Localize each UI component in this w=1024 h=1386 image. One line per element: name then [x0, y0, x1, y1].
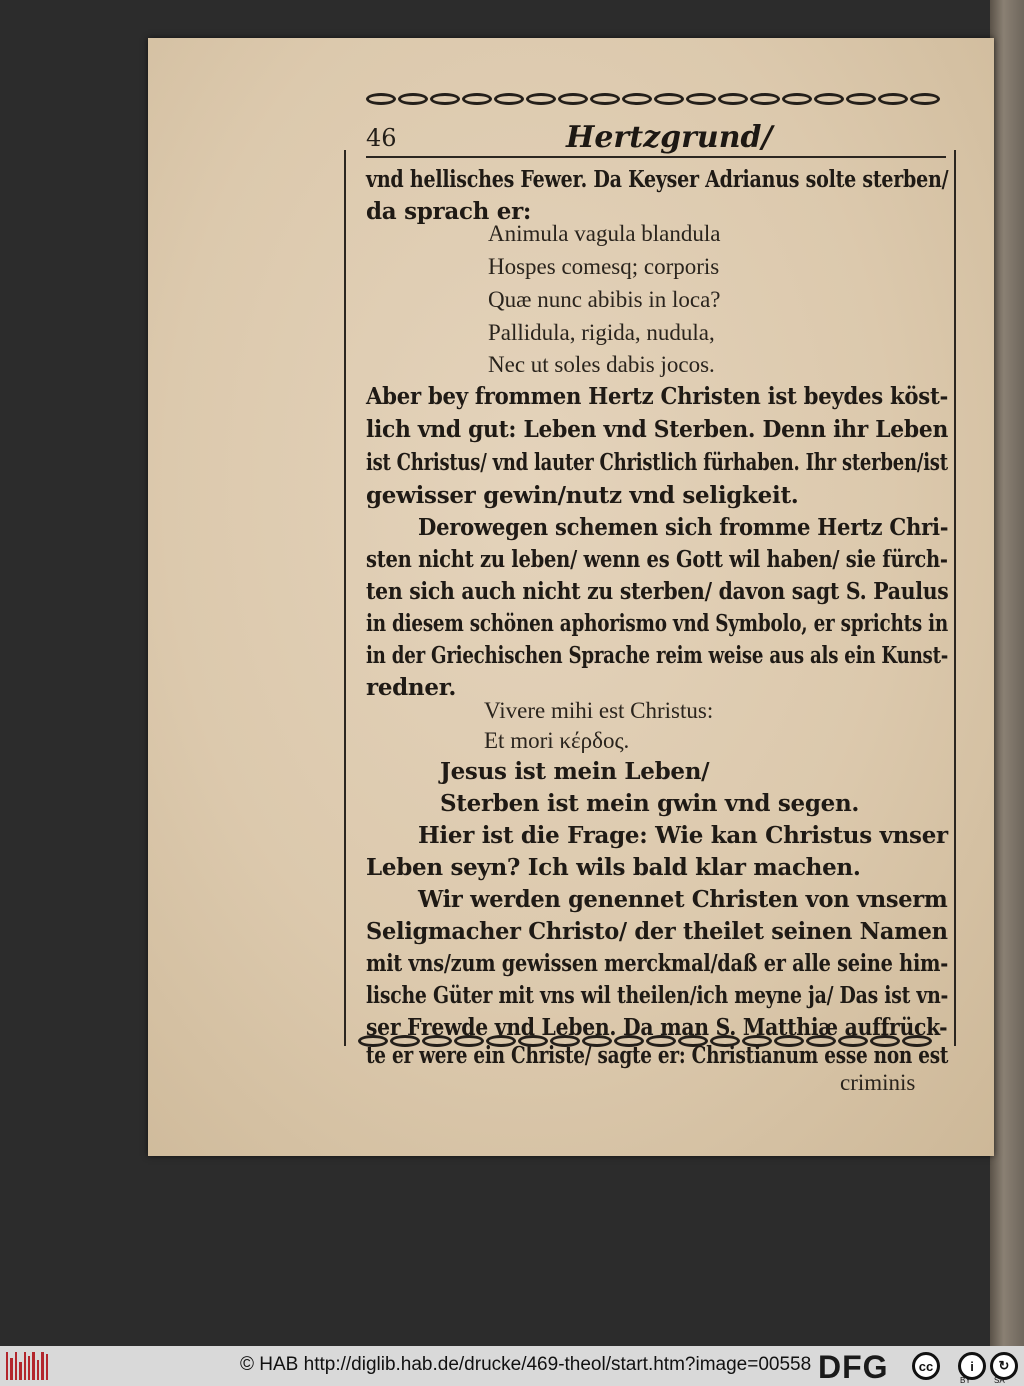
- source-credit-link[interactable]: © HAB http://diglib.hab.de/drucke/469-theol/start.htm?image=00558: [240, 1354, 812, 1375]
- text-line: Quæ nunc abibis in loca?: [488, 287, 721, 312]
- right-rule: [954, 150, 956, 1046]
- text-line: te er were ein Christe/ sagte er: Christianum esse non est: [366, 1042, 949, 1069]
- share-alike-icon[interactable]: ↻: [990, 1352, 1018, 1380]
- text-line: lische Güter mit vns wil theilen/ich meyne ja/ Das ist vn-: [366, 982, 949, 1009]
- text-line: Wir werden genennet Christen von vnserm: [418, 886, 948, 913]
- text-line: Jesus ist mein Leben/: [440, 758, 710, 785]
- viewer-footer: [0, 1346, 1024, 1386]
- by-label: BY: [960, 1376, 971, 1385]
- bottom-ornament-border: [358, 1030, 948, 1052]
- creative-commons-icon[interactable]: cc: [912, 1352, 940, 1380]
- text-line: ten sich auch nicht zu sterben/ davon sagt S. Paulus: [366, 578, 949, 605]
- text-line: vnd hellisches Fewer. Da Keyser Adrianus solte sterben/: [366, 166, 949, 193]
- text-line: Derowegen schemen sich fromme Hertz Chri-: [418, 514, 949, 541]
- attribution-icon[interactable]: i: [958, 1352, 986, 1380]
- page-number: 46: [366, 124, 397, 152]
- text-line: Hospes comesq; corporis: [488, 254, 720, 279]
- text-line: Leben seyn? Ich wils bald klar machen.: [366, 854, 861, 881]
- sa-label: SA: [994, 1376, 1005, 1385]
- text-line: Sterben ist mein gwin vnd segen.: [440, 790, 860, 817]
- left-rule: [344, 150, 346, 1046]
- text-line: Hier ist die Frage: Wie kan Christus vnser: [418, 822, 948, 849]
- hab-logo-icon: [6, 1352, 48, 1380]
- text-line: criminis: [840, 1070, 916, 1095]
- text-line: lich vnd gut: Leben vnd Sterben. Denn ihr Leben: [366, 416, 949, 443]
- top-ornament-border: [366, 88, 946, 110]
- text-line: Vivere mihi est Christus:: [484, 698, 714, 723]
- text-line: Et mori κέρδος.: [484, 728, 630, 753]
- book-edge: [990, 0, 1024, 1346]
- text-line: da sprach er:: [366, 198, 532, 225]
- text-line: Aber bey frommen Hertz Christen ist beydes köst-: [366, 383, 948, 410]
- text-line: mit vns/zum gewissen merckmal/daß er alle seine him-: [366, 950, 949, 977]
- text-line: redner.: [366, 674, 457, 701]
- running-head: Hertzgrund/: [566, 120, 773, 155]
- book-page: [148, 38, 994, 1156]
- page-header: [366, 120, 946, 158]
- text-line: Nec ut soles dabis jocos.: [488, 352, 715, 377]
- text-line: Pallidula, rigida, nudula,: [488, 320, 715, 345]
- text-line: ser Frewde vnd Leben. Da man S. Matthiæ auffrück-: [366, 1014, 948, 1041]
- text-line: in diesem schönen aphorismo vnd Symbolo, er sprichts in: [366, 610, 948, 637]
- text-line: in der Griechischen Sprache reim weise aus als ein Kunst-: [366, 642, 949, 669]
- text-line: Seligmacher Christo/ der theilet seinen Namen: [366, 918, 948, 945]
- text-line: sten nicht zu leben/ wenn es Gott wil haben/ sie fürch-: [366, 546, 948, 573]
- text-line: Animula vagula blandula: [488, 221, 721, 246]
- text-line: ist Christus/ vnd lauter Christlich fürhaben. Ihr sterben/ist: [366, 449, 948, 476]
- text-line: gewisser gewin/nutz vnd seligkeit.: [366, 482, 799, 509]
- dfg-logo: DFG: [818, 1349, 889, 1385]
